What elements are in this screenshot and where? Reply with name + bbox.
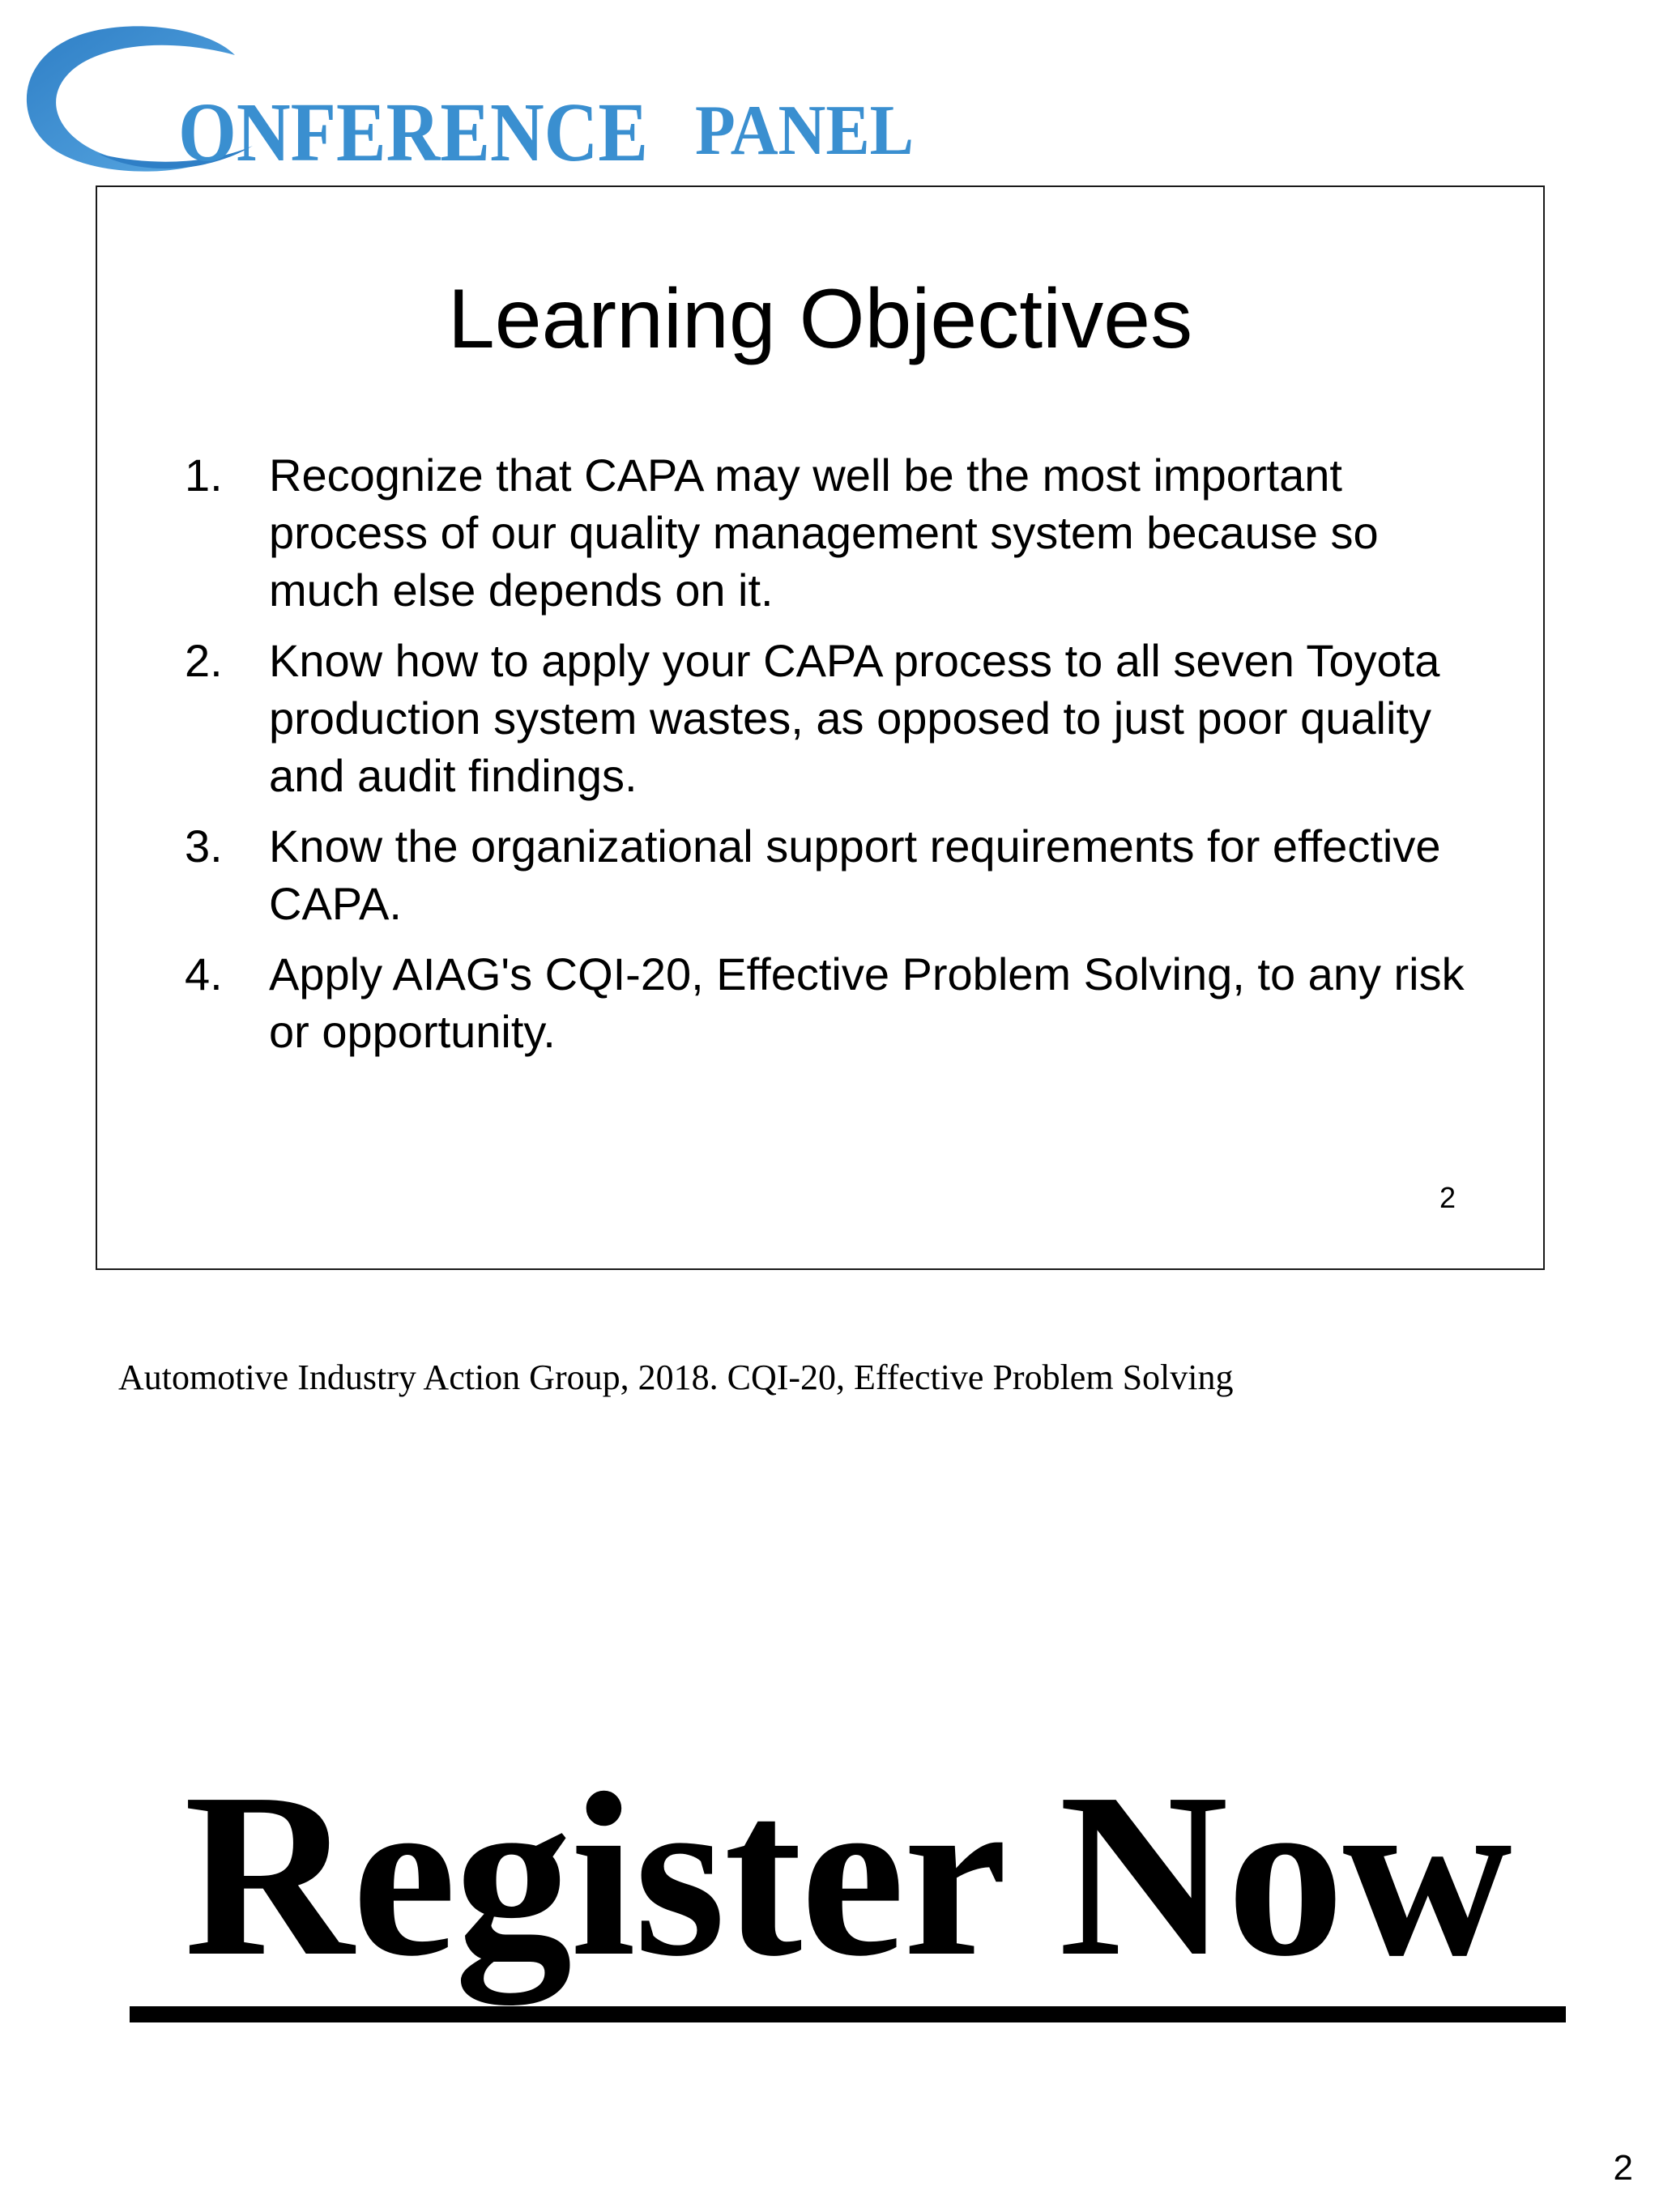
register-now-underline xyxy=(130,2006,1566,2022)
slide-frame xyxy=(96,185,1545,1270)
conference-panel-logo xyxy=(18,16,925,178)
citation: Automotive Industry Action Group, 2018. CQI-20, Effective Problem Solving xyxy=(118,1357,1234,1397)
objective-number: 3. xyxy=(185,820,223,872)
objective-item xyxy=(185,632,1481,804)
logo-word-panel: PANEL xyxy=(695,92,914,170)
objective-text: Recognize that CAPA may well be the most important process of our quality management system because so much else depends on it. xyxy=(269,450,1379,616)
slide-title: Learning Objectives xyxy=(447,272,1193,366)
page-number: 2 xyxy=(1613,2148,1633,2188)
logo-graphic xyxy=(18,16,925,178)
objective-text: Apply AIAG's CQI-20, Effective Problem Solving, to any risk or opportunity. xyxy=(269,948,1465,1057)
objective-number: 2. xyxy=(185,635,223,686)
register-now-link[interactable]: Register Now xyxy=(184,1745,1511,2005)
objective-number: 4. xyxy=(185,948,223,999)
objective-number: 1. xyxy=(185,450,223,501)
objective-item xyxy=(185,817,1481,932)
objective-text: Know how to apply your CAPA process to all seven Toyota production system wastes, as opposed to just poor quality and audit findings. xyxy=(269,635,1440,801)
logo-word-conference: ONFERENCE xyxy=(178,86,648,178)
objective-text: Know the organizational support requirements for effective CAPA. xyxy=(269,820,1441,929)
slide-page-number: 2 xyxy=(1439,1181,1456,1214)
objectives-list xyxy=(185,446,1481,1073)
objective-item xyxy=(185,446,1481,619)
objective-item xyxy=(185,945,1481,1060)
